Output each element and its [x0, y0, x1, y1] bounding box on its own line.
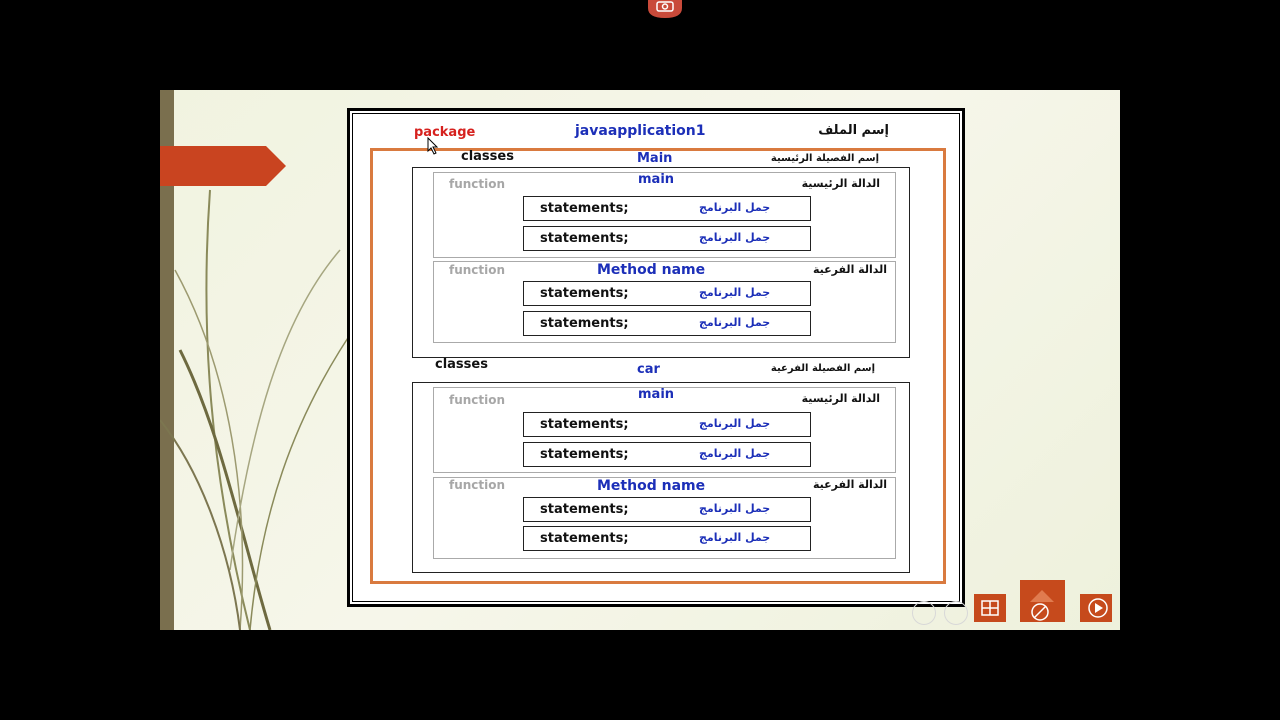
statement-row: statements; جمل البرنامج: [523, 526, 811, 551]
back-control-icon[interactable]: [912, 601, 936, 625]
function-keyword: function: [449, 177, 506, 191]
main-class-name: Main: [637, 151, 673, 166]
package-label: package: [414, 125, 476, 140]
slide: [160, 90, 1120, 630]
function-name: Method name: [597, 478, 706, 494]
function-name: main: [638, 387, 675, 402]
play-icon[interactable]: [1080, 594, 1112, 622]
slide-sorter-icon[interactable]: [974, 594, 1006, 622]
pointer-icon: [427, 137, 439, 155]
function-name-ar: الدالة الرئيسية: [801, 392, 880, 405]
function-name: main: [638, 172, 675, 187]
function-keyword: function: [449, 263, 506, 277]
statement-row: statements; جمل البرنامج: [523, 196, 811, 221]
main-class-name-ar: إسم الفصيلة الرئيسية: [770, 153, 879, 164]
file-name-ar: إسم الملف: [818, 123, 889, 138]
zoom-icon[interactable]: [944, 601, 968, 625]
function-name-ar: الدالة الرئيسية: [801, 177, 880, 190]
function-keyword: function: [449, 393, 506, 407]
statement-row: statements; جمل البرنامج: [523, 281, 811, 306]
sub-class-name-ar: إسم الفصيلة الفرعية: [770, 363, 875, 374]
statement-row: statements; جمل البرنامج: [523, 226, 811, 251]
diagram-frame: [347, 108, 965, 607]
camera-icon[interactable]: [646, 0, 684, 18]
up-arrow-icon[interactable]: [1020, 580, 1065, 622]
classes-label: classes: [461, 149, 514, 164]
sub-class-name: car: [637, 362, 660, 377]
classes-label: classes: [435, 357, 488, 372]
function-keyword: function: [449, 478, 506, 492]
statement-row: statements; جمل البرنامج: [523, 412, 811, 437]
function-name-ar: الدالة الفرعية: [813, 478, 887, 491]
statement-row: statements; جمل البرنامج: [523, 497, 811, 522]
statement-row: statements; جمل البرنامج: [523, 311, 811, 336]
function-name: Method name: [597, 262, 706, 278]
function-name-ar: الدالة الفرعية: [813, 263, 887, 276]
statement-row: statements; جمل البرنامج: [523, 442, 811, 467]
project-name: javaapplication1: [575, 123, 706, 139]
